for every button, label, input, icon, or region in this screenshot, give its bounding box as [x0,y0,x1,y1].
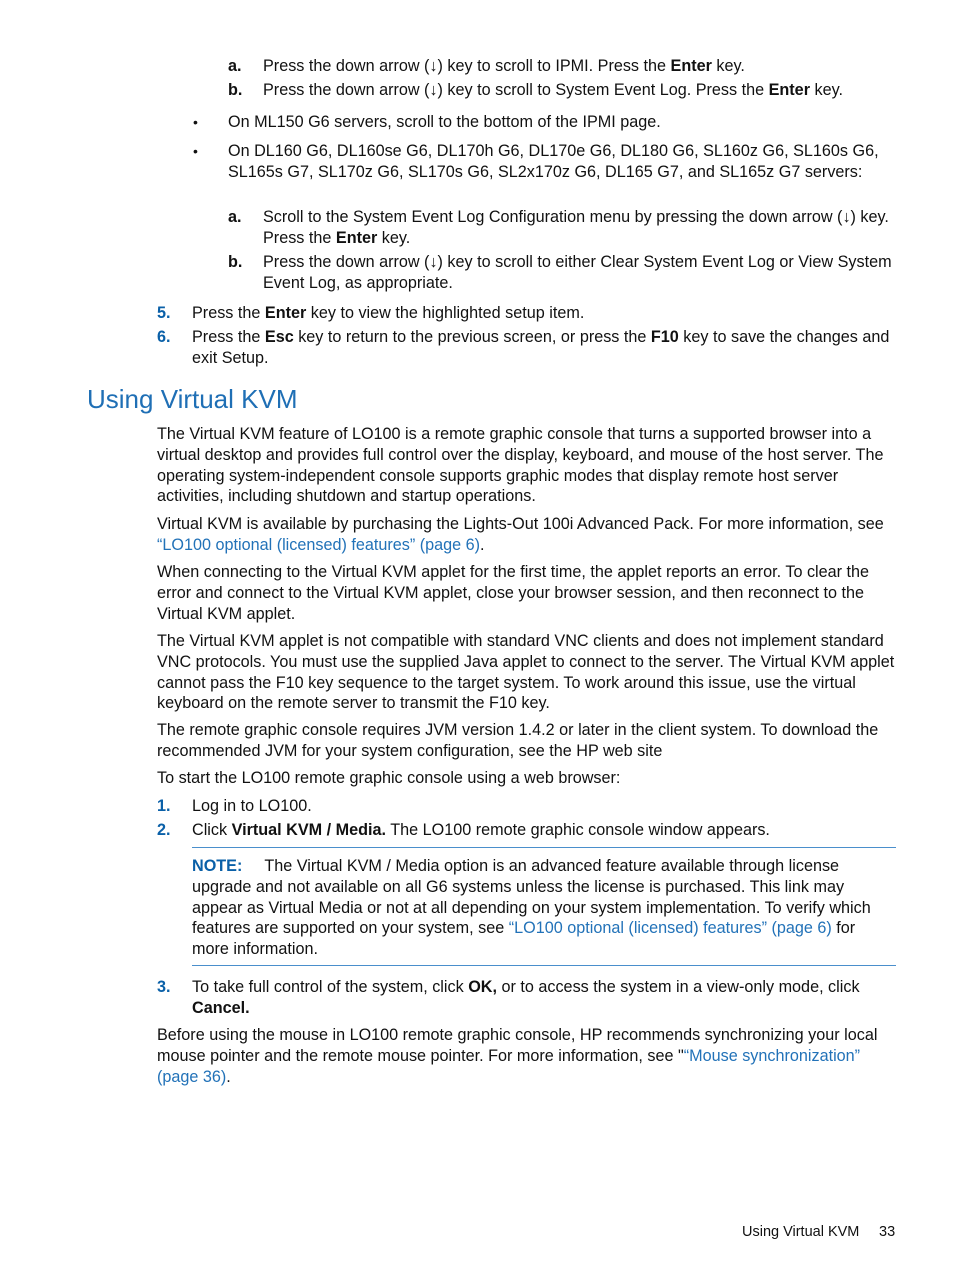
paragraph: The Virtual KVM feature of LO100 is a remote graphic console that turns a supported browser into a virtual desktop and provides full control over the display, keyboard, and mouse of the host server. The operating system-independent console supports graphic modes that display remote host server activities, including shutdown and startup operations. [157,425,884,506]
sub-label-a: a. [228,57,242,75]
paragraph: The remote graphic console requires JVM version 1.4.2 or later in the client system. To download the recommended JVM for your system configuration, see the HP web site [157,721,879,760]
link-licensed-features[interactable]: “LO100 optional (licensed) features” (page 6) [157,535,481,554]
step-number: 2. [157,821,171,839]
note-top-rule [192,847,896,848]
bullet-icon: • [193,114,198,130]
footer-title: Using Virtual KVM [742,1224,860,1240]
page-number: 33 [879,1224,896,1240]
step-number: 3. [157,978,171,996]
sub-item-text: Press the down arrow (↓) key to scroll to System Event Log. Press the Enter key. [263,81,843,99]
step-number: 5. [157,304,171,322]
bullet-text: On ML150 G6 servers, scroll to the bottom of the IPMI page. [228,113,661,131]
step-text: Click Virtual KVM / Media. The LO100 remote graphic console window appears. [192,821,770,839]
paragraph: The Virtual KVM applet is not compatible with standard VNC clients and does not implement standard VNC protocols. You must use the supplied Java applet to connect to the server. The Virtual KVM applet cannot pass the F10 key sequence to the target system. To work around this issue, use the virtual keyboard on the remote server to transmit the F10 key. [157,632,895,713]
sub-label-b: b. [228,253,243,271]
step-text: To take full control of the system, click OK, or to access the system in a view-only mode, click Cancel. [192,978,860,1017]
bullet-icon: • [193,143,198,159]
step-text: Press the Enter key to view the highlighted setup item. [192,304,585,322]
note-label: NOTE: [192,857,243,875]
paragraph: Virtual KVM is available by purchasing the Lights-Out 100i Advanced Pack. For more information, see “LO100 optional (licensed) features” (page 6). [157,515,884,554]
link-licensed-features[interactable]: “LO100 optional (licensed) features” (page 6) [508,919,832,938]
note-text: NOTE: The Virtual KVM / Media option is an advanced feature available through license upgrade and not available on all G6 systems unless the license is purchased. This link may appear as Virtual Media or not at all depending on your system implementation. To verify which features are supported on your system, see “LO100 optional (licensed) features” (page 6) for more information. [192,857,871,959]
note-bottom-rule [192,965,896,966]
sub-label-a: a. [228,208,242,226]
bullet-text: On DL160 G6, DL160se G6, DL170h G6, DL170e G6, DL180 G6, SL160z G6, SL160s G6, SL165s G7, SL170z G6, SL170s G6, SL2x170z G6, DL165 G7, and SL165z G7 servers: [228,142,879,181]
section-heading: Using Virtual KVM [87,384,298,414]
paragraph: To start the LO100 remote graphic console using a web browser: [157,769,621,787]
paragraph: Before using the mouse in LO100 remote graphic console, HP recommends synchronizing your local mouse pointer and the remote mouse pointer. For more information, see "“Mouse synchronization” (page 36). [157,1026,878,1086]
step-number: 1. [157,797,171,815]
link-mouse-synchronization[interactable]: “Mouse synchronization” (page 36) [157,1046,861,1086]
sub-item-text: Press the down arrow (↓) key to scroll to either Clear System Event Log or View System Event Log, as appropriate. [263,253,892,292]
sub-item-text: Scroll to the System Event Log Configuration menu by pressing the down arrow (↓) key. Press the Enter key. [263,208,889,247]
step-text: Press the Esc key to return to the previous screen, or press the F10 key to save the changes and exit Setup. [192,328,890,367]
paragraph: When connecting to the Virtual KVM applet for the first time, the applet reports an error. To clear the error and connect to the Virtual KVM applet, close your browser session, and then reconnect to the Virtual KVM applet. [157,563,870,623]
step-text: Log in to LO100. [192,797,312,815]
step-number: 6. [157,328,171,346]
sub-item-text: Press the down arrow (↓) key to scroll to IPMI. Press the Enter key. [263,57,745,75]
sub-label-b: b. [228,81,243,99]
